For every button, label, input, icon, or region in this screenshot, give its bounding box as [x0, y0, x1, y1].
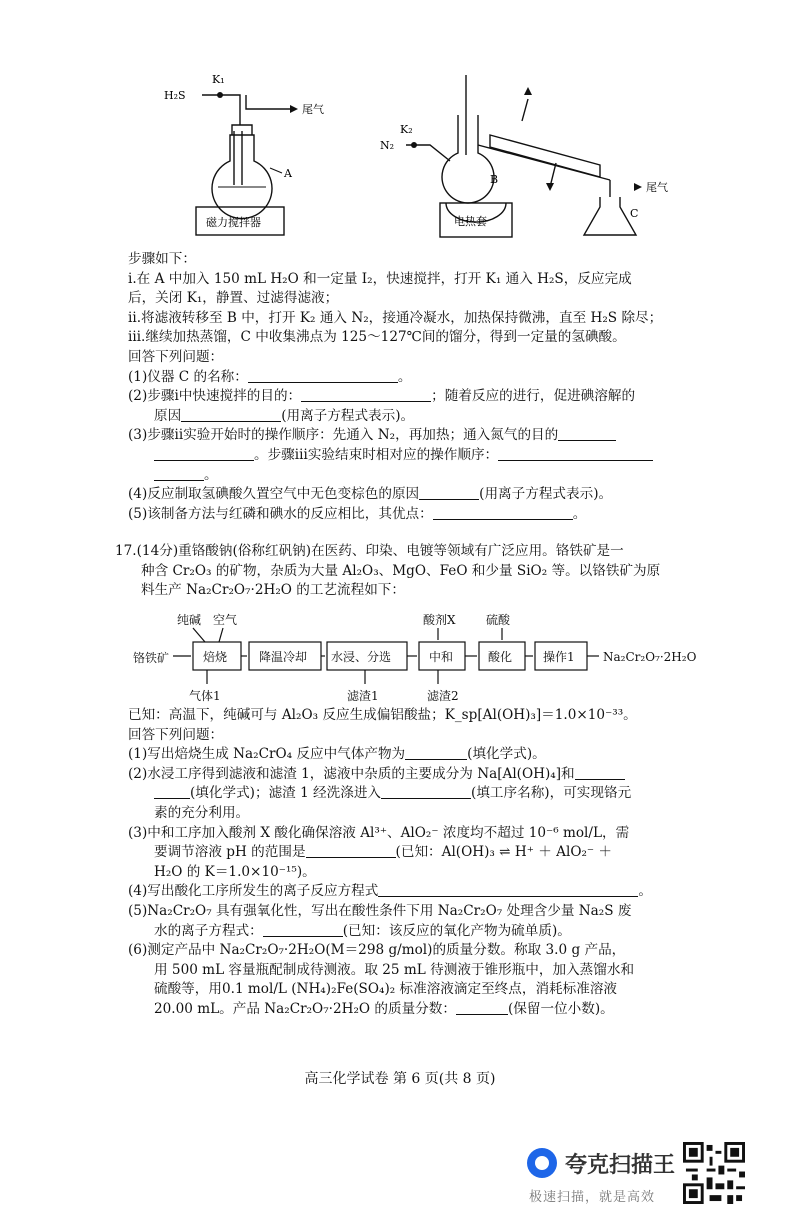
brand-name: 夸克扫描王 — [565, 1153, 676, 1178]
q17-3c: H₂O 的 K＝1.0×10⁻¹⁵)。 — [154, 863, 316, 880]
q17-2b: (填化学式)；滤渣 1 经洗涤进入 (填工序名称)，可实现铬元 — [128, 784, 708, 804]
process-flow-diagram — [133, 610, 703, 705]
q17-intro-2: 种含 Cr₂O₃ 的矿物，杂质为大量 Al₂O₃、MgO、FeO 和少量 SiO₂ 等。以铬铁矿为原 — [141, 562, 661, 579]
q17-5a: (5)Na₂Cr₂O₇ 具有强氧化性，写出在酸性条件下用 Na₂Cr₂O₇ 处理含少量 Na₂S 废 — [128, 902, 632, 919]
step-1a: ⅰ.在 A 中加入 150 mL H₂O 和一定量 I₂，快速搅拌，打开 K₁ 通入 H₂S，反应完成 — [128, 270, 632, 287]
right-gas-in: N₂ — [380, 139, 395, 152]
flow-output-residue1: 滤渣1 — [347, 689, 379, 703]
q17-3a: (3)中和工序加入酸剂 X 酸化确保溶液 Al³⁺、AlO₂⁻ 浓度均不超过 10⁻⁶ mol/L，需 — [128, 824, 630, 841]
left-gas-in: H₂S — [164, 89, 186, 102]
qr-code-icon — [683, 1142, 745, 1204]
q17-questions — [128, 706, 708, 1020]
step-3: ⅲ.继续加热蒸馏，C 中收集沸点为 125～127℃间的馏分，得到一定量的氢碘酸。 — [128, 329, 626, 346]
flow-output-gas1: 气体1 — [189, 689, 221, 703]
page-footer: 高三化学试卷 第 6 页(共 8 页) — [304, 1071, 496, 1087]
q17-answer-title: 回答下列问题： — [128, 726, 224, 743]
q16-2a: (2)步骤ⅰ中快速搅拌的目的： ；随着反应的进行，促进碘溶解的 — [128, 388, 636, 405]
q17-6a: (6)测定产品中 Na₂Cr₂O₇·2H₂O(M＝298 g/mol)的质量分数。称取 3.0 g 产品， — [128, 942, 626, 959]
q17-5b: 水的离子方程式： (已知：该反应的氧化产物为硫单质)。 — [154, 922, 571, 939]
q16-3c: 。 — [128, 466, 703, 486]
q17-known: 已知：高温下，纯碱可与 Al₂O₃ 反应生成偏铝酸盐；K_sp[Al(OH)₃]＝1.0×10⁻³³。 — [128, 707, 637, 723]
q17-4: (4)写出酸化工序所发生的离子反应方程式 。 — [128, 883, 652, 900]
q16-text — [128, 250, 703, 524]
flow-raw: 铬铁矿 — [133, 651, 170, 665]
flow-step-leach: 水浸、分选 — [331, 650, 392, 664]
left-exhaust-label: 尾气 — [302, 103, 324, 116]
flow-input-acid-x: 酸剂X — [423, 613, 456, 627]
flow-input-soda: 纯碱 — [177, 613, 202, 627]
answer-title: 回答下列问题： — [128, 348, 224, 365]
right-flask-label: B — [490, 173, 499, 186]
receiver-label: C — [630, 207, 639, 220]
flow-step-operation1: 操作1 — [543, 650, 575, 664]
q17-2c: 素的充分利用。 — [154, 804, 250, 821]
right-base-label: 电热套 — [454, 215, 487, 228]
brand-logo-icon — [527, 1148, 557, 1178]
scanner-watermark — [525, 1142, 795, 1212]
q17-6c: 硫酸等，用0.1 mol/L (NH₄)₂Fe(SO₄)₂ 标准溶液滴定至终点，消耗标准溶液 — [154, 981, 618, 998]
right-exhaust-label: 尾气 — [646, 181, 668, 194]
q16-3a: (3)步骤ⅱ实验开始时的操作顺序：先通入 N₂，再加热；通入氮气的目的 — [128, 426, 703, 446]
flow-output-residue2: 滤渣2 — [427, 689, 459, 703]
q17-intro-1: 17.(14分)重铬酸钠(俗称红矾钠)在医药、印染、电镀等领域有广泛应用。铬铁矿是一 — [115, 543, 624, 559]
q16-2b: 原因 (用离子方程式表示)。 — [154, 407, 415, 424]
flow-step-roast: 焙烧 — [203, 650, 228, 664]
left-base-label: 磁力搅拌器 — [206, 216, 261, 229]
q17-6b: 用 500 mL 容量瓶配制成待测液。取 25 mL 待测液于锥形瓶中，加入蒸馏水和 — [154, 961, 635, 978]
q16-3b: 。步骤ⅲ实验结束时相对应的操作顺序： — [128, 446, 703, 466]
q17-3b: 要调节溶液 pH 的范围是 (已知：Al(OH)₃ ⇌ H⁺ ＋ AlO₂⁻ ＋ — [154, 844, 612, 861]
flow-step-acidify: 酸化 — [488, 650, 513, 664]
q16-4: (4)反应制取氢碘酸久置空气中无色变棕色的原因 (用离子方程式表示)。 — [128, 486, 613, 503]
left-valve-label: K₁ — [212, 73, 225, 86]
left-flask-label: A — [284, 167, 292, 180]
step-2: ⅱ.将滤液转移至 B 中，打开 K₂ 通入 N₂，接通冷凝水，加热保持微沸，直至 H₂S 除尽； — [128, 309, 663, 326]
brand-slogan: 极速扫描，就是高效 — [529, 1190, 656, 1205]
apparatus-figure — [160, 65, 680, 240]
q17-6d: 20.00 mL。产品 Na₂Cr₂O₇·2H₂O 的质量分数： (保留一位小数)。 — [154, 1000, 614, 1017]
step-1b: 后，关闭 K₁，静置、过滤得滤液； — [128, 290, 339, 307]
flow-input-air: 空气 — [213, 613, 238, 627]
flow-step-neutralize: 中和 — [429, 650, 454, 664]
q17-2a: (2)水浸工序得到滤液和滤渣 1，滤液中杂质的主要成分为 Na[Al(OH)₄]和 — [128, 765, 708, 785]
steps-title: 步骤如下： — [128, 251, 196, 267]
flow-step-cool: 降温冷却 — [259, 650, 308, 664]
q16-1: (1)仪器 C 的名称： 。 — [128, 368, 412, 385]
q16-5: (5)该制备方法与红磷和碘水的反应相比，其优点： 。 — [128, 505, 587, 522]
q17-1: (1)写出焙烧生成 Na₂CrO₄ 反应中气体产物为 (填化学式)。 — [128, 746, 546, 763]
flow-product: Na₂Cr₂O₇·2H₂O — [603, 650, 697, 664]
right-valve-label: K₂ — [400, 123, 413, 136]
flow-input-sulfuric: 硫酸 — [486, 613, 511, 627]
q17-intro — [115, 542, 705, 601]
q17-intro-3: 料生产 Na₂Cr₂O₇·2H₂O 的工艺流程如下： — [141, 582, 405, 599]
